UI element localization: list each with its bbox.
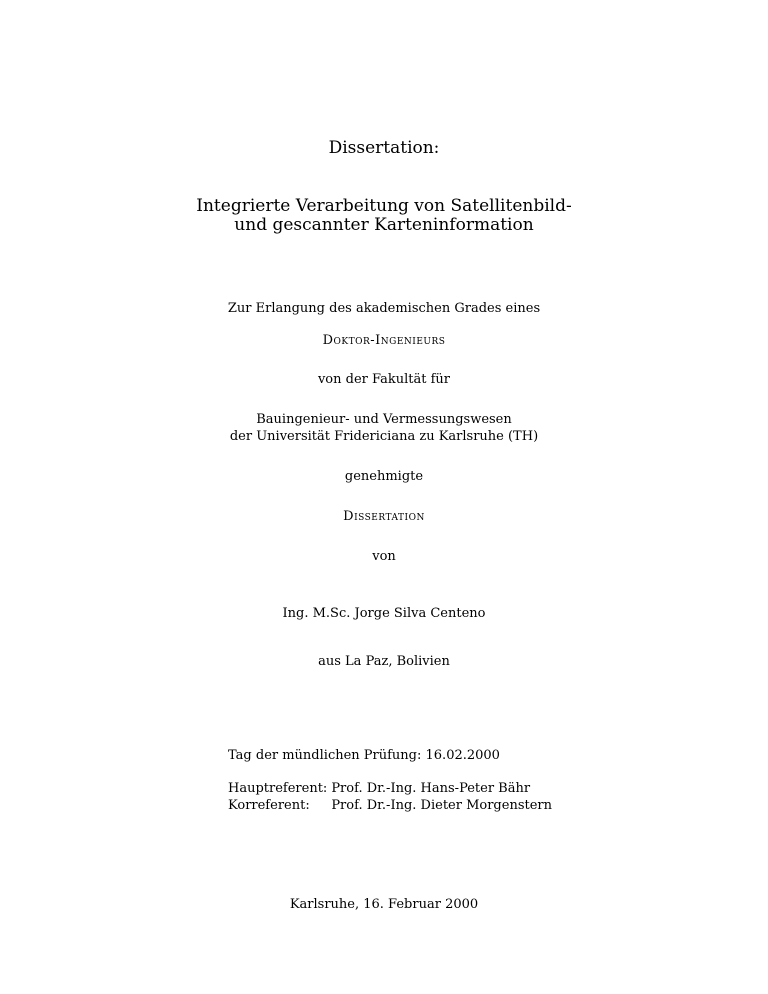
approved-label: genehmigte (344, 469, 424, 484)
degree-name: Doktor-Ingenieurs (322, 333, 446, 348)
document-type: Dissertation (343, 509, 425, 524)
referee-row (228, 797, 552, 814)
referees-block (228, 780, 552, 814)
thesis-title-line-2: und gescannter Karteninformation (234, 215, 534, 235)
by-label: von (372, 549, 396, 564)
author-origin: aus La Paz, Bolivien (318, 654, 450, 669)
referee-role: Korreferent: (228, 798, 310, 813)
referee-row (228, 780, 552, 797)
place-and-date: Karlsruhe, 16. Februar 2000 (289, 897, 479, 912)
degree-purpose: Zur Erlangung des akademischen Grades eines (227, 301, 541, 316)
oral-exam-date: Tag der mündlichen Prüfung: 16.02.2000 (228, 748, 500, 763)
referee-role: Hauptreferent: (228, 781, 328, 796)
thesis-title-line-1: Integrierte Verarbeitung von Satellitenbild- (196, 196, 572, 216)
faculty-name-line-2: der Universität Fridericiana zu Karlsruhe (TH) (229, 429, 539, 444)
dissertation-label: Dissertation: (328, 138, 440, 158)
author-name: Ing. M.Sc. Jorge Silva Centeno (282, 606, 486, 621)
referee-name: Prof. Dr.-Ing. Hans-Peter Bähr (331, 781, 531, 796)
referees-table (228, 780, 552, 814)
referee-name: Prof. Dr.-Ing. Dieter Morgenstern (331, 798, 552, 813)
faculty-name-line-1: Bauingenieur- und Vermessungswesen (256, 412, 512, 427)
faculty-intro: von der Fakultät für (317, 372, 451, 387)
